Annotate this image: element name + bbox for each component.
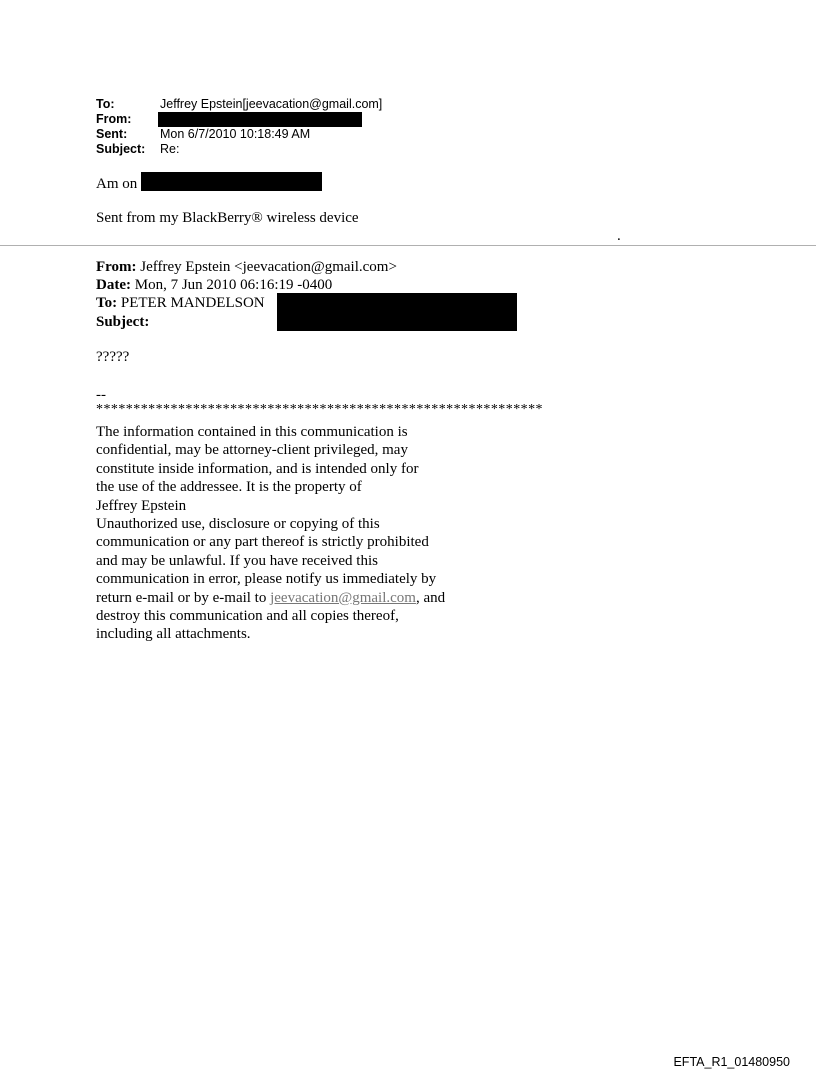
disclaimer-line: Unauthorized use, disclosure or copying of this — [96, 515, 380, 532]
signature-separator: -- — [96, 387, 106, 403]
sent-value: Mon 6/7/2010 10:18:49 AM — [160, 127, 311, 141]
disclaimer-line: The information contained in this communication is — [96, 424, 408, 440]
original-body: ????? — [96, 349, 130, 365]
sent-label: Sent: — [96, 127, 128, 141]
original-to-row — [96, 294, 265, 312]
subject-label: Subject: — [96, 142, 146, 156]
disclaimer-line: the use of the addressee. It is the property of — [96, 479, 362, 496]
disclaimer-line: Jeffrey Epstein — [96, 497, 187, 514]
disclaimer-line-with-link — [96, 589, 445, 607]
original-date-label: Date: — [96, 277, 131, 293]
original-subject-row — [96, 313, 149, 331]
original-date-value: Mon, 7 Jun 2010 06:16:19 -0400 — [134, 277, 333, 293]
disclaimer-line: confidential, may be attorney-client privileged, may — [96, 442, 408, 459]
redaction-original-to — [277, 293, 517, 331]
document-id: EFTA_R1_01480950 — [673, 1055, 790, 1069]
asterisk-divider: ************************************************************ — [96, 402, 543, 417]
original-subject-label: Subject: — [96, 314, 150, 330]
original-to-value: PETER MANDELSON — [120, 295, 265, 311]
disclaimer-line: communication in error, please notify us immediately by — [96, 571, 437, 588]
disclaimer-line: and may be unlawful. If you have received this — [96, 552, 378, 569]
reply-body — [96, 175, 137, 193]
original-date-row — [96, 276, 332, 294]
disclaimer-line: communication or any part thereof is strictly prohibited — [96, 534, 429, 551]
disclaimer-line: destroy this communication and all copies thereof, — [96, 607, 399, 624]
stray-mark: . — [617, 228, 621, 244]
subject-value: Re: — [160, 142, 180, 156]
disclaimer-line: constitute inside information, and is intended only for — [96, 460, 419, 477]
separator-line — [0, 245, 816, 246]
from-label: From: — [96, 112, 132, 126]
to-value: Jeffrey Epstein[jeevacation@gmail.com] — [160, 97, 383, 111]
email-link[interactable]: jeevacation@gmail.com — [270, 589, 416, 606]
original-to-label: To: — [96, 295, 118, 311]
redaction-reply-body — [141, 172, 322, 191]
disclaimer-link-suffix: , and — [415, 589, 446, 606]
original-from-row — [96, 258, 397, 276]
reply-body-text: Am on — [96, 176, 138, 192]
original-from-label: From: — [96, 259, 137, 275]
to-label: To: — [96, 97, 115, 111]
reply-signature: Sent from my BlackBerry® wireless device — [96, 210, 359, 226]
redaction-from — [158, 112, 362, 127]
disclaimer-line: including all attachments. — [96, 626, 251, 643]
disclaimer-link-prefix: return e-mail or by e-mail to — [96, 589, 271, 606]
original-from-value: Jeffrey Epstein <jeevacation@gmail.com> — [140, 259, 397, 275]
confidentiality-disclaimer — [96, 423, 445, 644]
